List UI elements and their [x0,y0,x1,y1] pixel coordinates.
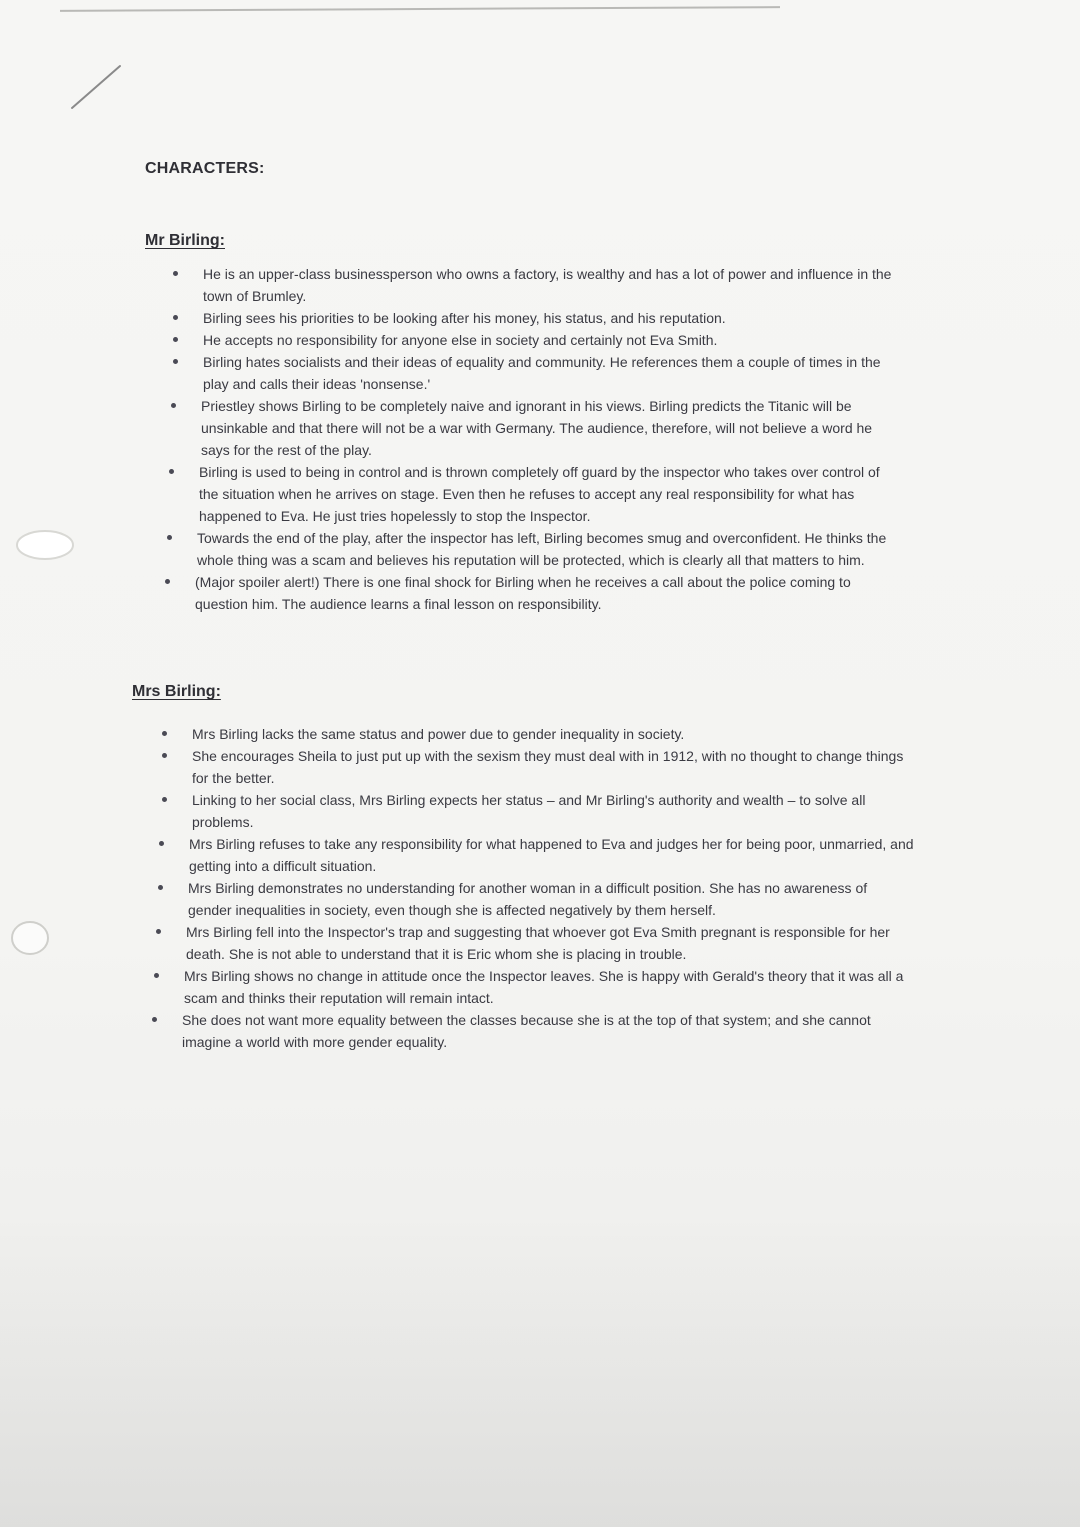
list-item: Linking to her social class, Mrs Birling expects her status – and Mr Birling's authority and wealth – to solve all problems. [192,789,917,833]
list-item: He is an upper-class businessperson who owns a factory, is wealthy and has a lot of power and influence in the town of Brumley. [203,263,903,307]
list-item: Mrs Birling shows no change in attitude once the Inspector leaves. She is happy with Gerald's theory that it was all a scam and thinks their reputation will remain intact. [184,965,909,1009]
list-item: Mrs Birling refuses to take any responsibility for what happened to Eva and judges her for being poor, unmarried, and getting into a difficult situation. [189,833,914,877]
list-item: Birling sees his priorities to be looking after his money, his status, and his reputation. [203,307,903,329]
list-item: Mrs Birling fell into the Inspector's trap and suggesting that whoever got Eva Smith pregnant is responsible for her death. She is not able to understand that it is Eric whom she is placing in trouble. [186,921,911,965]
punch-hole-icon [14,527,76,563]
paper-shadow [0,1210,1080,1527]
list-item: Birling is used to being in control and is thrown completely off guard by the inspector who takes over control of the situation when he arrives on stage. Even then he refuses to accept any real responsibility for what has happened to Eva. He just tries hopelessly to stop the Inspector. [199,461,899,527]
section-heading-mr-birling: Mr Birling: [145,232,225,249]
list-item: Birling hates socialists and their ideas of equality and community. He references them a couple of times in the play and calls their ideas 'nonsense.' [203,351,903,395]
list-item: She encourages Sheila to just put up with the sexism they must deal with in 1912, with no thought to change things for the better. [192,745,917,789]
pencil-tick-mark [70,62,130,112]
mrs-birling-points [182,723,917,1053]
list-item: Mrs Birling demonstrates no understanding for another woman in a difficult position. She has no awareness of gender inequalities in society, even though she is affected negatively by them herself. [188,877,913,921]
list-item: Mrs Birling lacks the same status and power due to gender inequality in society. [192,723,917,745]
list-item: He accepts no responsibility for anyone else in society and certainly not Eva Smith. [203,329,903,351]
section-heading-mrs-birling: Mrs Birling: [132,683,221,700]
punch-hole-icon [6,918,50,958]
list-item: She does not want more equality between the classes because she is at the top of that system; and she cannot imagine a world with more gender equality. [182,1009,907,1053]
list-item: (Major spoiler alert!) There is one final shock for Birling when he receives a call about the police coming to question him. The audience learns a final lesson on responsibility. [195,571,895,615]
list-item: Towards the end of the play, after the inspector has left, Birling becomes smug and overconfident. He thinks the whole thing was a scam and believes his reputation will be protected, which is clearly all that matters to him. [197,527,897,571]
mr-birling-points [195,263,903,615]
page-title: CHARACTERS: [145,160,265,177]
list-item: Priestley shows Birling to be completely naive and ignorant in his views. Birling predicts the Titanic will be unsinkable and that there will not be a war with Germany. The audience, therefore, will not believe a word he says for the rest of the play. [201,395,901,461]
